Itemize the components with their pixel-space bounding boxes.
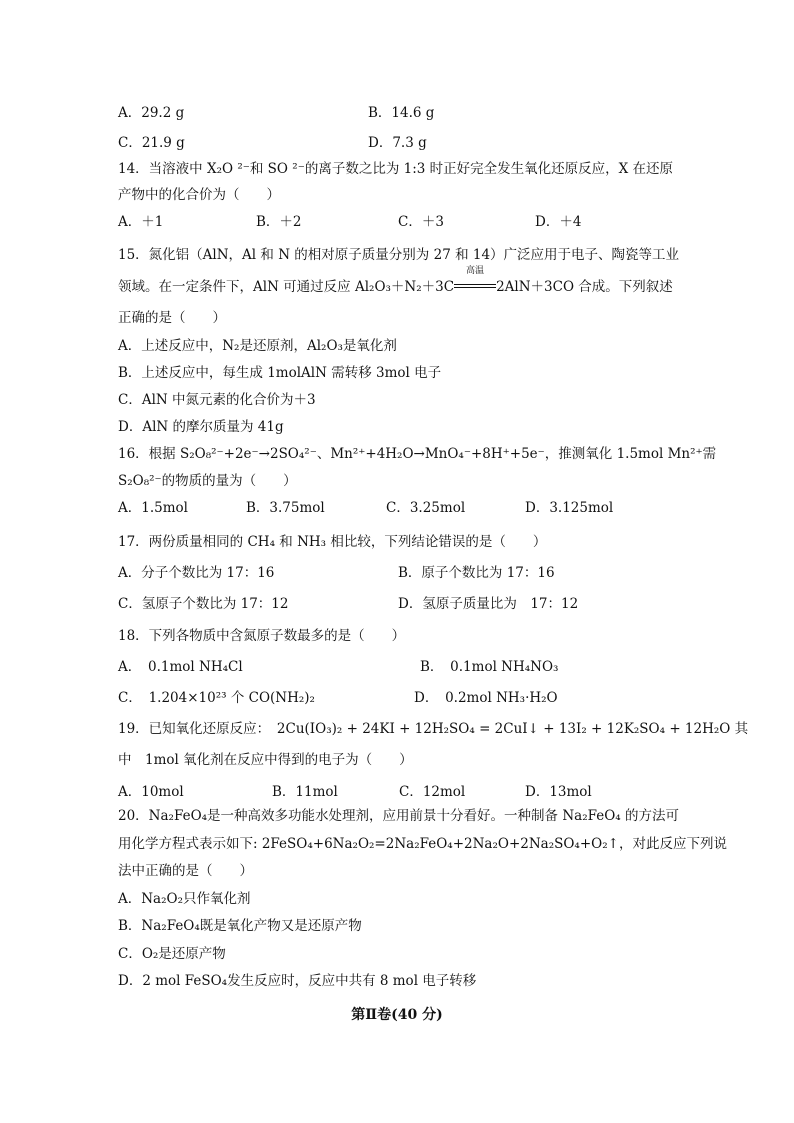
q18-option-c: C． 1.204×10²³ 个 CO(NH₂)₂ [118, 690, 315, 706]
equals-sign [454, 284, 496, 288]
q16-option-c: C．3.25mol [386, 500, 466, 516]
q19-option-d: D．13mol [525, 784, 592, 800]
q18-stem: 18．下列各物质中含氮原子数最多的是（ ） [118, 628, 406, 644]
q15-equation-left: 领域。在一定条件下，AlN 可通过反应 Al₂O₃＋N₂＋3C [118, 279, 455, 295]
q20-option-c: C．O₂是还原产物 [118, 946, 226, 962]
q16-option-a: A．1.5mol [118, 500, 188, 516]
q20-stem-line2: 用化学方程式表示如下: 2FeSO₄+6Na₂O₂=2Na₂FeO₄+2Na₂O+2Na₂SO₄+O₂↑，对此反应下列说 [118, 836, 727, 852]
q16-option-d: D．3.125mol [525, 500, 614, 516]
q20-stem-line1: 20．Na₂FeO₄是一种高效多功能水处理剂，应用前景十分看好。一种制备 Na₂FeO₄ 的方法可 [118, 808, 680, 824]
q15-option-a: A．上述反应中，N₂是还原剂，Al₂O₃是氧化剂 [118, 338, 397, 354]
q20-option-d: D．2 mol FeSO₄发生反应时，反应中共有 8 mol 电子转移 [118, 973, 477, 989]
q17-option-c: C．氢原子个数比为 17：12 [118, 596, 289, 612]
q14-option-d: D．＋4 [535, 214, 582, 230]
q19-stem-line1: 19．已知氧化还原反应： 2Cu(IO₃)₂ + 24KI + 12H₂SO₄ = 2CuI↓ + 13I₂ + 12K₂SO₄ + 12H₂O 其 [118, 721, 749, 737]
q19-stem-line2: 中 1mol 氧化剂在反应中得到的电子为（ ） [118, 752, 413, 768]
q20-option-b: B．Na₂FeO₄既是氧化产物又是还原产物 [118, 918, 362, 934]
q20-stem-line3: 法中正确的是（ ） [118, 863, 253, 879]
q18-option-d: D． 0.2mol NH₃·H₂O [414, 690, 558, 706]
q17-option-a: A．分子个数比为 17：16 [118, 565, 275, 581]
q16-stem-line2: S₂O₈²⁻的物质的量为（ ） [118, 473, 297, 489]
q15-option-c: C．AlN 中氮元素的化合价为＋3 [118, 392, 316, 408]
q13-option-d: D．7.3 g [368, 135, 427, 151]
q14-option-b: B．＋2 [256, 214, 302, 230]
q18-option-a: A． 0.1mol NH₄Cl [118, 659, 243, 675]
reaction-condition-label: 高温 [466, 266, 485, 276]
q14-option-c: C．＋3 [398, 214, 444, 230]
q13-option-a: A．29.2 g [118, 105, 185, 121]
q14-stem-line1: 14．当溶液中 X₂O ²⁻和 SO ²⁻的离子数之比为 1:3 时正好完全发生氧化还原反应，X 在还原 [118, 161, 674, 177]
q15-stem-line3: 正确的是（ ） [118, 310, 226, 326]
q16-option-b: B．3.75mol [246, 500, 325, 516]
q15-equation-right: 2AlN＋3CO 合成。下列叙述 [496, 279, 673, 295]
q17-option-d: D．氢原子质量比为 17：12 [398, 596, 579, 612]
q16-stem-line1: 16．根据 S₂O₈²⁻+2e⁻→2SO₄²⁻、Mn²⁺+4H₂O→MnO₄⁻+8H⁺+5e⁻，推测氧化 1.5mol Mn²⁺需 [118, 446, 717, 462]
q15-option-b: B．上述反应中，每生成 1molAlN 需转移 3mol 电子 [118, 365, 442, 381]
q18-option-b: B． 0.1mol NH₄NO₃ [420, 659, 559, 675]
q19-option-b: B．11mol [272, 784, 338, 800]
q13-option-c: C．21.9 g [118, 135, 185, 151]
section-title: 第Ⅱ卷(40 分) [351, 1007, 443, 1023]
q20-option-a: A．Na₂O₂只作氧化剂 [118, 891, 251, 907]
q14-option-a: A．＋1 [118, 214, 164, 230]
q17-option-b: B．原子个数比为 17：16 [398, 565, 555, 581]
reaction-condition [454, 266, 496, 296]
q15-option-d: D．AlN 的摩尔质量为 41g [118, 419, 284, 435]
q15-stem-line1: 15．氮化铝（AlN，Al 和 N 的相对原子质量分别为 27 和 14）广泛应用于电子、陶瓷等工业 [118, 247, 680, 263]
q17-stem: 17．两份质量相同的 CH₄ 和 NH₃ 相比较，下列结论错误的是（ ） [118, 534, 547, 550]
q19-option-c: C．12mol [399, 784, 466, 800]
q14-stem-line2: 产物中的化合价为（ ） [118, 187, 280, 203]
q15-stem-line2 [118, 266, 673, 296]
q13-option-b: B．14.6 g [368, 105, 435, 121]
q19-option-a: A．10mol [118, 784, 184, 800]
